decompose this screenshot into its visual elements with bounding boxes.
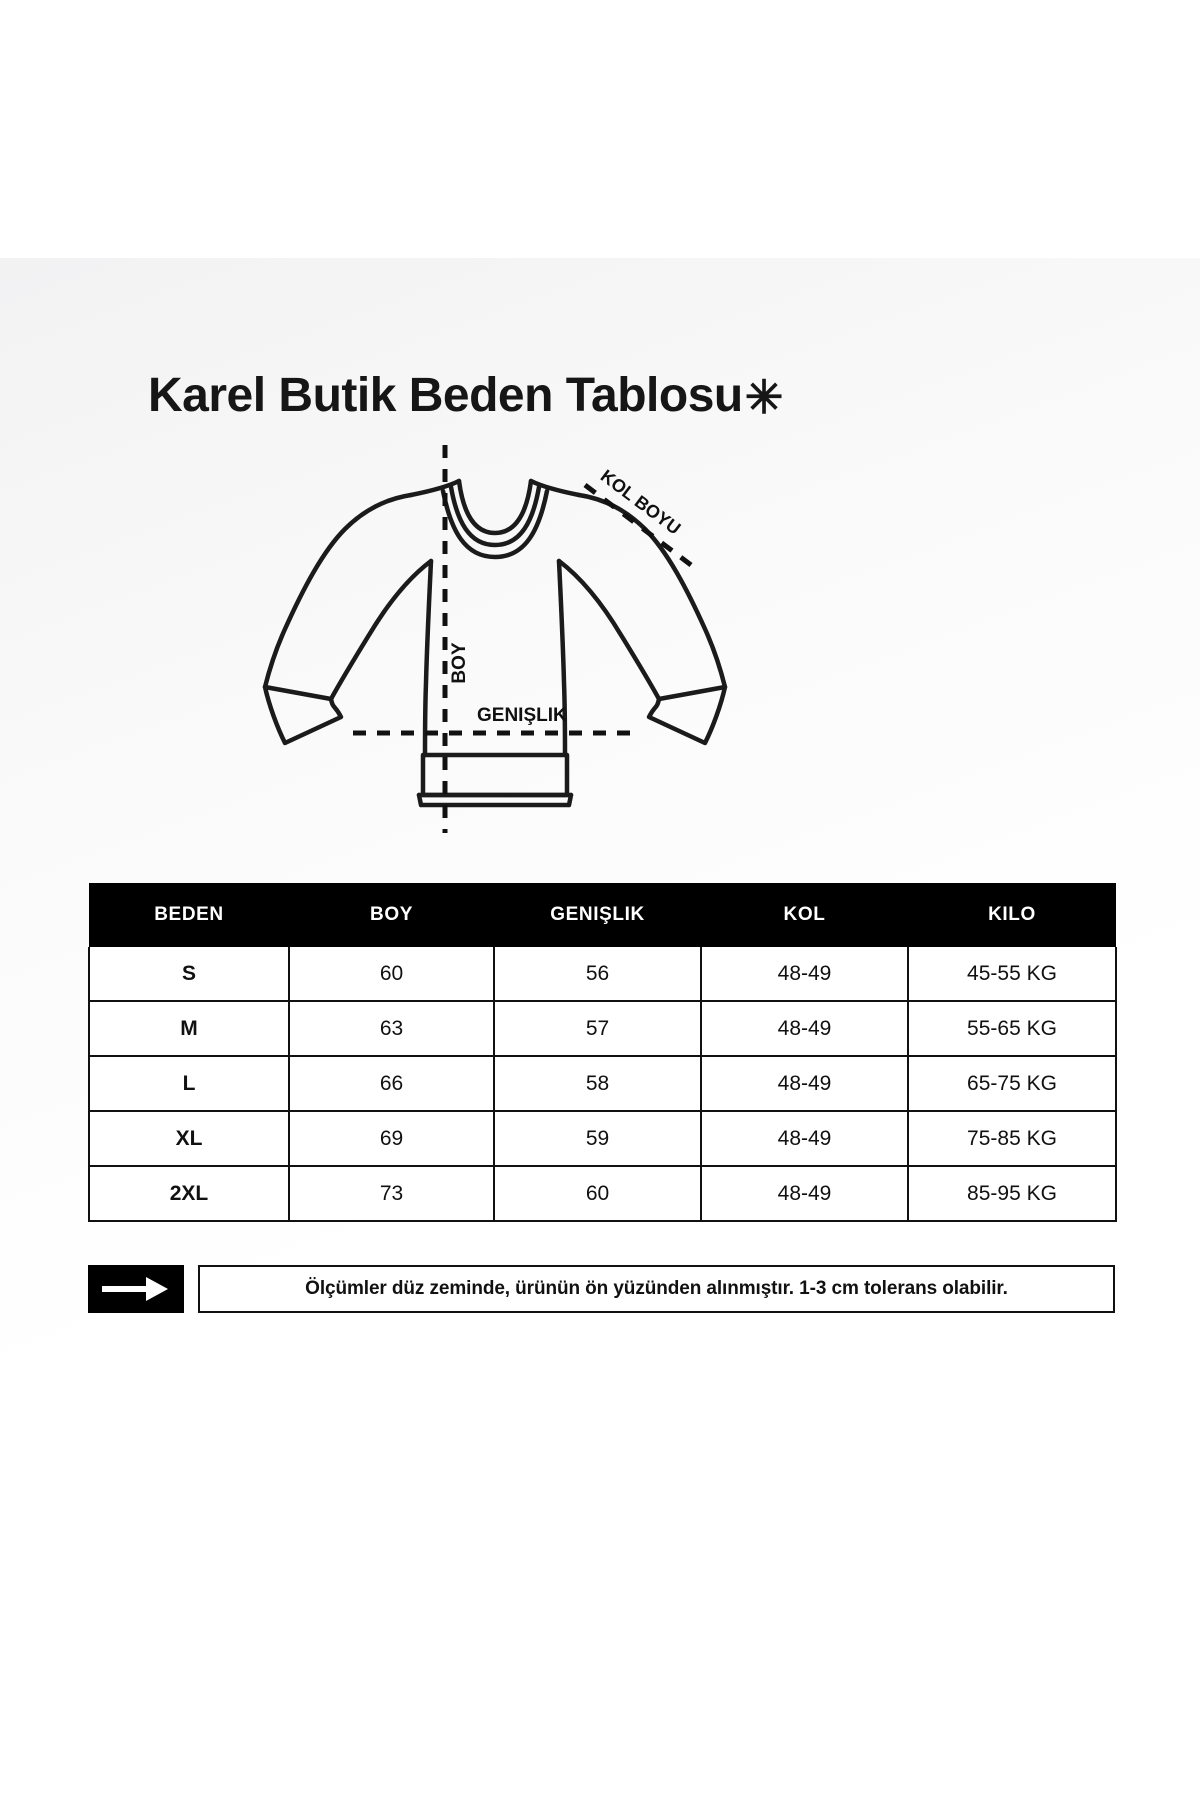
- cell-genislik: 58: [494, 1056, 701, 1111]
- footer-note-row: [88, 1265, 1115, 1313]
- table-row: [89, 1111, 1116, 1166]
- footer-note-text: Ölçümler düz zeminde, ürünün ön yüzünden alınmıştır. 1-3 cm tolerans olabilir.: [305, 1278, 1008, 1299]
- table-row: [89, 1056, 1116, 1111]
- cell-kol: 48-49: [701, 1166, 908, 1221]
- sweatshirt-diagram: [245, 433, 745, 853]
- cell-kilo: 45-55 KG: [908, 947, 1116, 1001]
- size-table-container: [88, 883, 1115, 1222]
- header-kilo: KILO: [908, 883, 1116, 947]
- table-row: [89, 947, 1116, 1001]
- cell-kilo: 85-95 KG: [908, 1166, 1116, 1221]
- cell-beden: S: [89, 947, 289, 1001]
- cell-kilo: 75-85 KG: [908, 1111, 1116, 1166]
- size-table-head: [89, 883, 1116, 947]
- table-row: [89, 1166, 1116, 1221]
- page-title: [148, 368, 1068, 423]
- table-row: [89, 1001, 1116, 1056]
- cell-beden: 2XL: [89, 1166, 289, 1221]
- header-genislik: GENIŞLIK: [494, 883, 701, 947]
- cell-beden: L: [89, 1056, 289, 1111]
- size-table-body: [89, 947, 1116, 1221]
- cell-beden: XL: [89, 1111, 289, 1166]
- cell-kilo: 55-65 KG: [908, 1001, 1116, 1056]
- header-boy: BOY: [289, 883, 494, 947]
- cell-genislik: 57: [494, 1001, 701, 1056]
- label-genislik: GENIŞLIK: [477, 705, 567, 726]
- table-header-row: [89, 883, 1116, 947]
- cell-boy: 60: [289, 947, 494, 1001]
- footer-note-box: [198, 1265, 1115, 1313]
- label-kol-boyu: KOL BOYU: [596, 465, 685, 539]
- cell-kilo: 65-75 KG: [908, 1056, 1116, 1111]
- cell-kol: 48-49: [701, 1056, 908, 1111]
- cell-kol: 48-49: [701, 1111, 908, 1166]
- cell-boy: 73: [289, 1166, 494, 1221]
- cell-genislik: 60: [494, 1166, 701, 1221]
- cell-boy: 63: [289, 1001, 494, 1056]
- cell-kol: 48-49: [701, 947, 908, 1001]
- page-title-text: Karel Butik Beden Tablosu: [148, 369, 743, 422]
- header-kol: KOL: [701, 883, 908, 947]
- size-table: [88, 883, 1117, 1222]
- cell-boy: 69: [289, 1111, 494, 1166]
- top-margin-band: [0, 0, 1200, 258]
- arrow-right-icon: [88, 1265, 184, 1313]
- asterisk-icon: ✳: [744, 371, 783, 423]
- header-beden: BEDEN: [89, 883, 289, 947]
- cell-kol: 48-49: [701, 1001, 908, 1056]
- label-boy: BOY: [449, 642, 470, 684]
- size-chart-card: [0, 258, 1200, 1442]
- cell-boy: 66: [289, 1056, 494, 1111]
- cell-genislik: 59: [494, 1111, 701, 1166]
- bottom-margin-band: [0, 1442, 1200, 1800]
- cell-beden: M: [89, 1001, 289, 1056]
- cell-genislik: 56: [494, 947, 701, 1001]
